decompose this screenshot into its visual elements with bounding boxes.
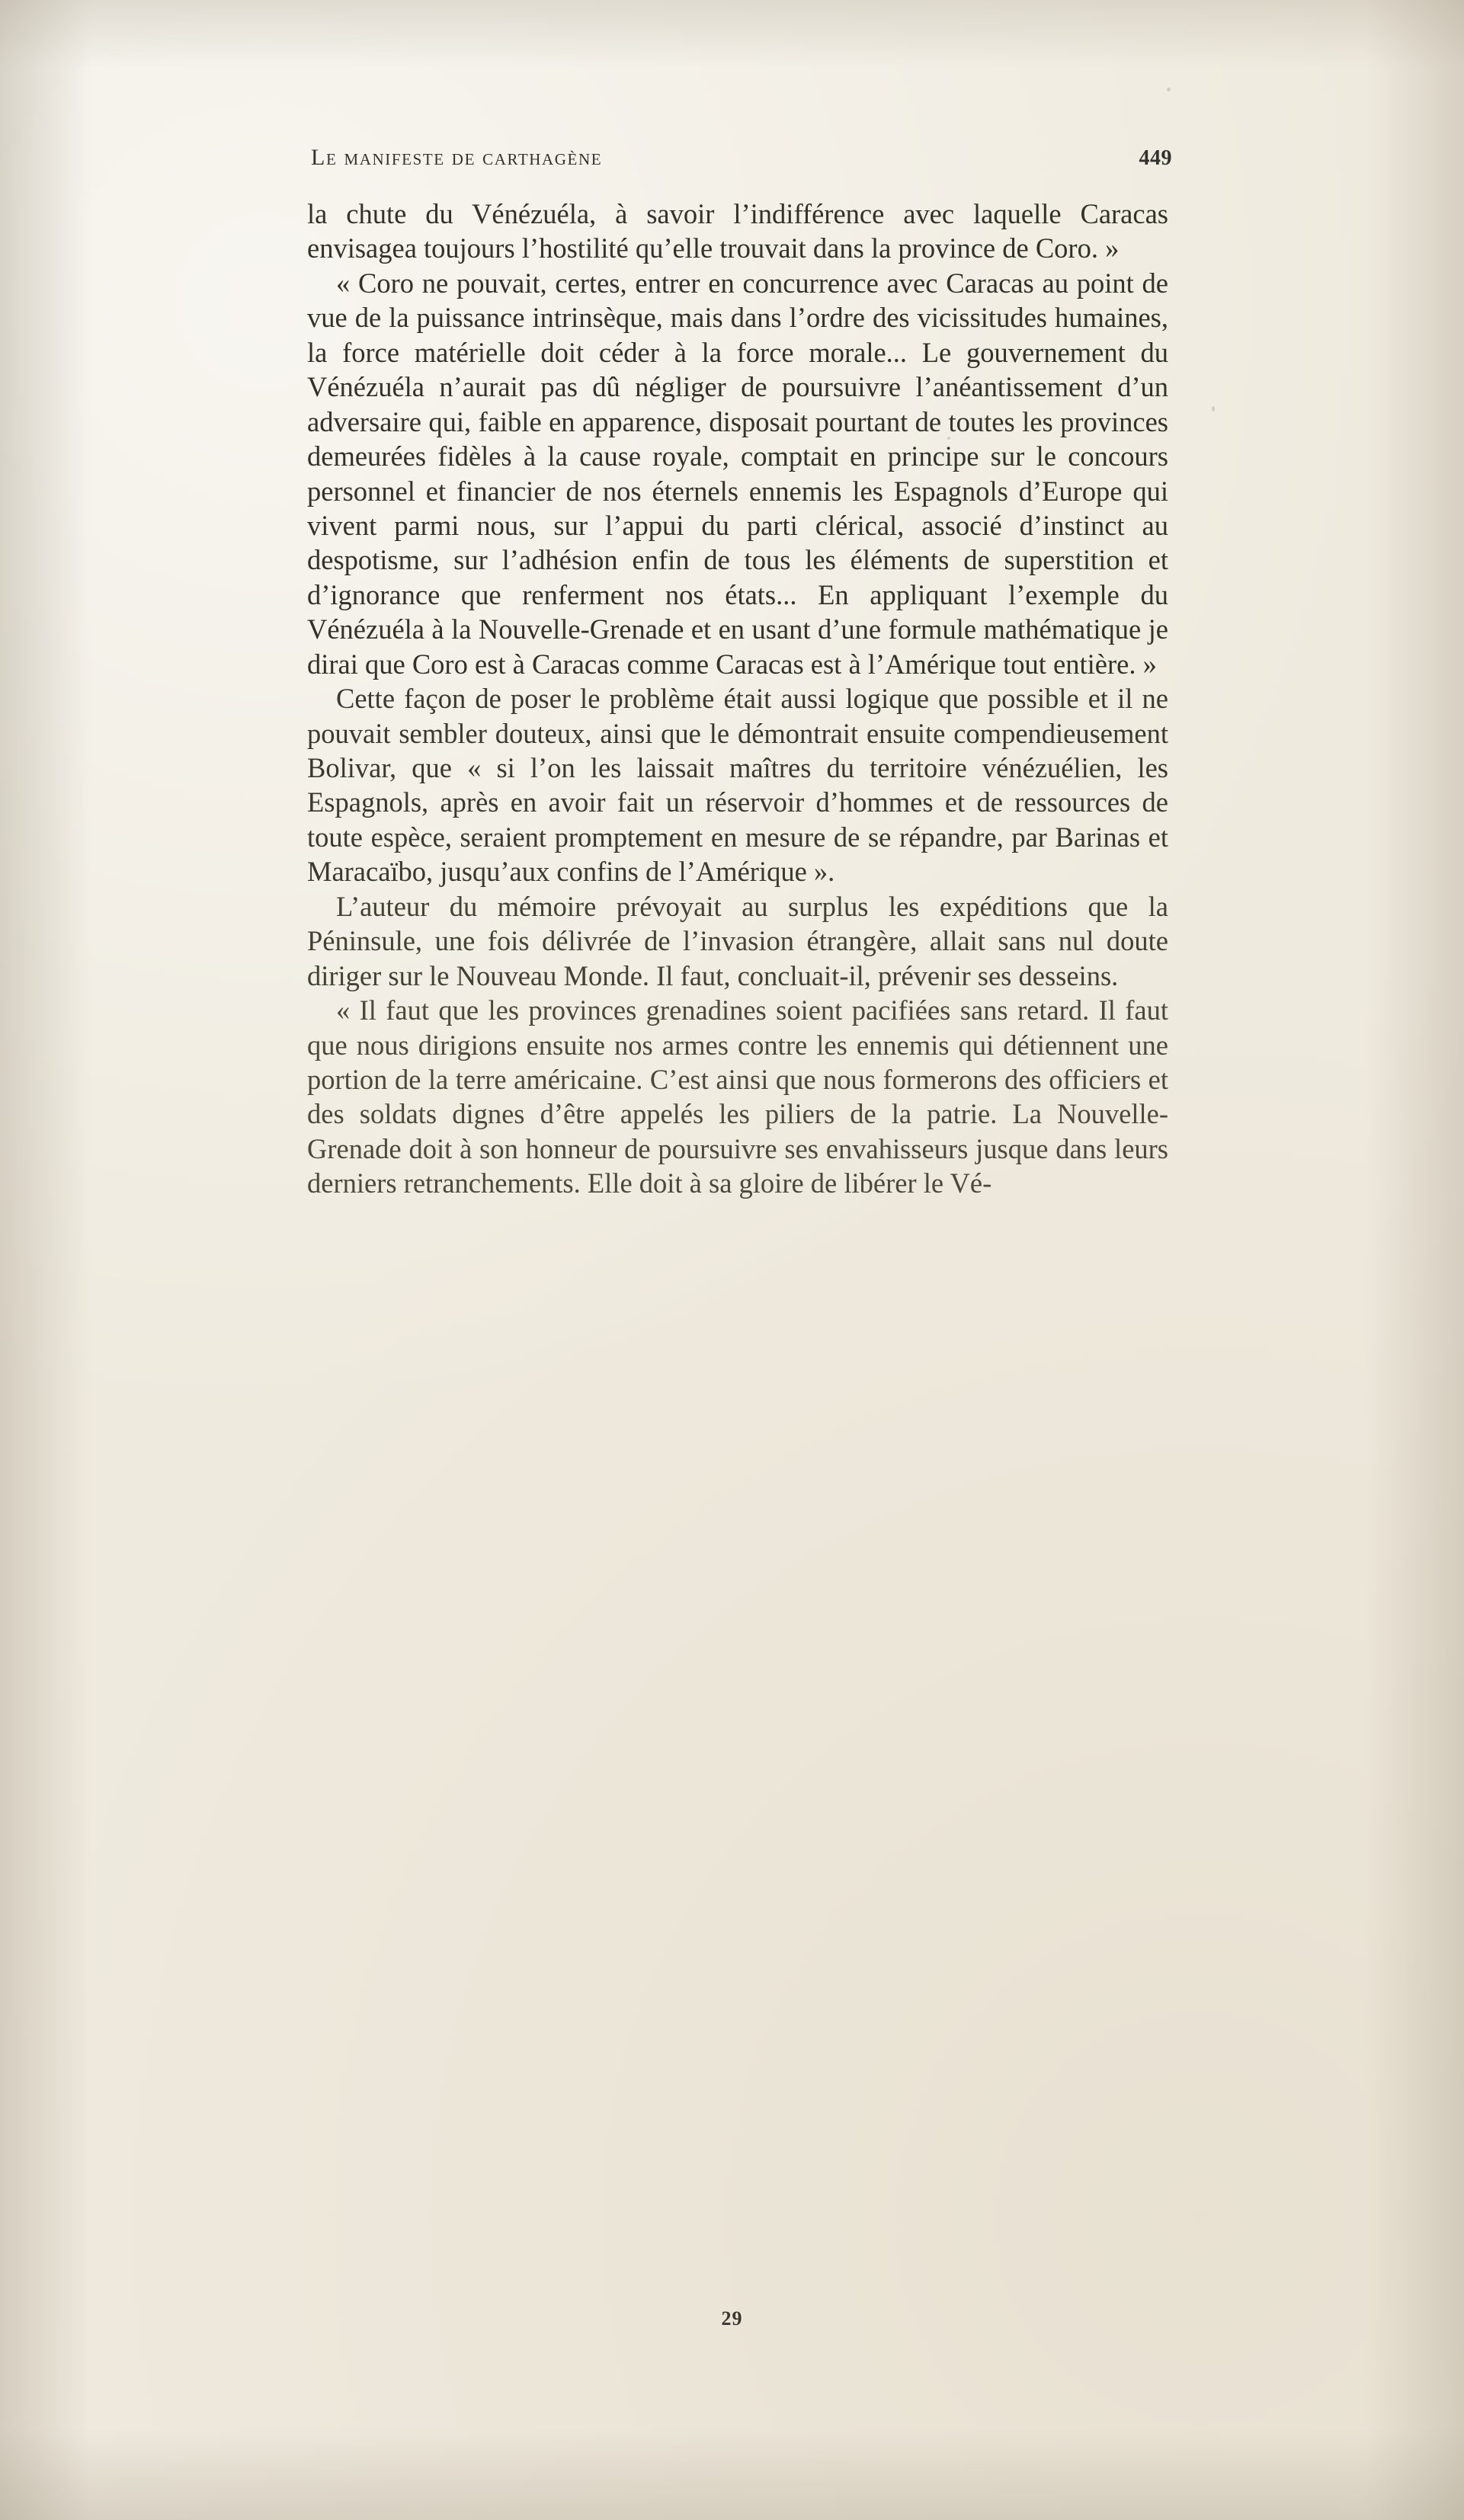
paragraph: « Il faut que les provinces grenadines soient pacifiées sans retard. Il faut que nous dirigions ensuite nos armes contre les ennemis qui détiennent une portion de la terre américaine. C’est ainsi que nous formerons des officiers et des soldats dignes d’être appelés les piliers de la patrie. La Nouvelle-Grenade doit à son honneur de poursuivre ses envahisseurs jusque dans leurs derniers retranchements. Elle doit à sa gloire de libérer le Vé-: [307, 994, 1168, 1199]
signature-mark: [0, 2307, 1464, 2330]
page-edge-shadow-top: [0, 0, 1464, 69]
page-number: 449: [1139, 146, 1172, 170]
page-edge-shadow-bottom: [0, 2429, 1464, 2520]
running-head-title: Le manifeste de carthagène: [311, 145, 603, 170]
paragraph: Cette façon de poser le problème était aussi logique que possible et il ne pouvait sembler douteux, ainsi que le démontrait ensuite compendieusement Bolivar, que « si l’on les laissait maîtres du territoire vénézuélien, les Espagnols, après en avoir fait un réservoir d’hommes et de ressources de toute espèce, seraient promptement en mesure de se répandre, par Barinas et Maracaïbo, jusqu’aux confins de l’Amérique ».: [307, 683, 1168, 888]
signature-mark-value: 29: [721, 2307, 743, 2329]
page-edge-shadow-left: [0, 0, 91, 2520]
paragraph: « Coro ne pouvait, certes, entrer en concurrence avec Caracas au point de vue de la puissance intrinsèque, mais dans l’ordre des vicissitudes humaines, la force matérielle doit céder à la force morale... Le gouvernement du Vénézuéla n’aurait pas dû négliger de poursuivre l’anéantissement d’un adversaire qui, faible en apparence, disposait pourtant de toutes les provinces demeurées fidèles à la cause royale, comptait en principe sur le concours personnel et financier de nos éternels ennemis les Espagnols d’Europe qui vivent parmi nous, sur l’appui du parti clérical, associé d’instinct au despotisme, sur l’adhésion enfin de tous les éléments de superstition et d’ignorance que renferment nos états... En appliquant l’exemple du Vénézuéla à la Nouvelle-Grenade et en usant d’une formule mathématique je dirai que Coro est à Caracas comme Caracas est à l’Amérique tout entière. »: [307, 267, 1168, 680]
page-edge-shadow-right: [1365, 0, 1464, 2520]
page-content: [227, 145, 1248, 1201]
paper-speck: [1167, 88, 1171, 91]
paragraph: la chute du Vénézuéla, à savoir l’indifférence avec laquelle Caracas envisagea toujours l’hostilité qu’elle trouvait dans la province de Coro. »: [307, 198, 1168, 264]
body-text: [307, 197, 1168, 1201]
paragraph: L’auteur du mémoire prévoyait au surplus les expéditions que la Péninsule, une fois délivrée de l’invasion étrangère, allait sans nul doute diriger sur le Nouveau Monde. Il faut, concluait-il, prévenir ses desseins.: [307, 890, 1168, 991]
running-head: [303, 145, 1172, 171]
